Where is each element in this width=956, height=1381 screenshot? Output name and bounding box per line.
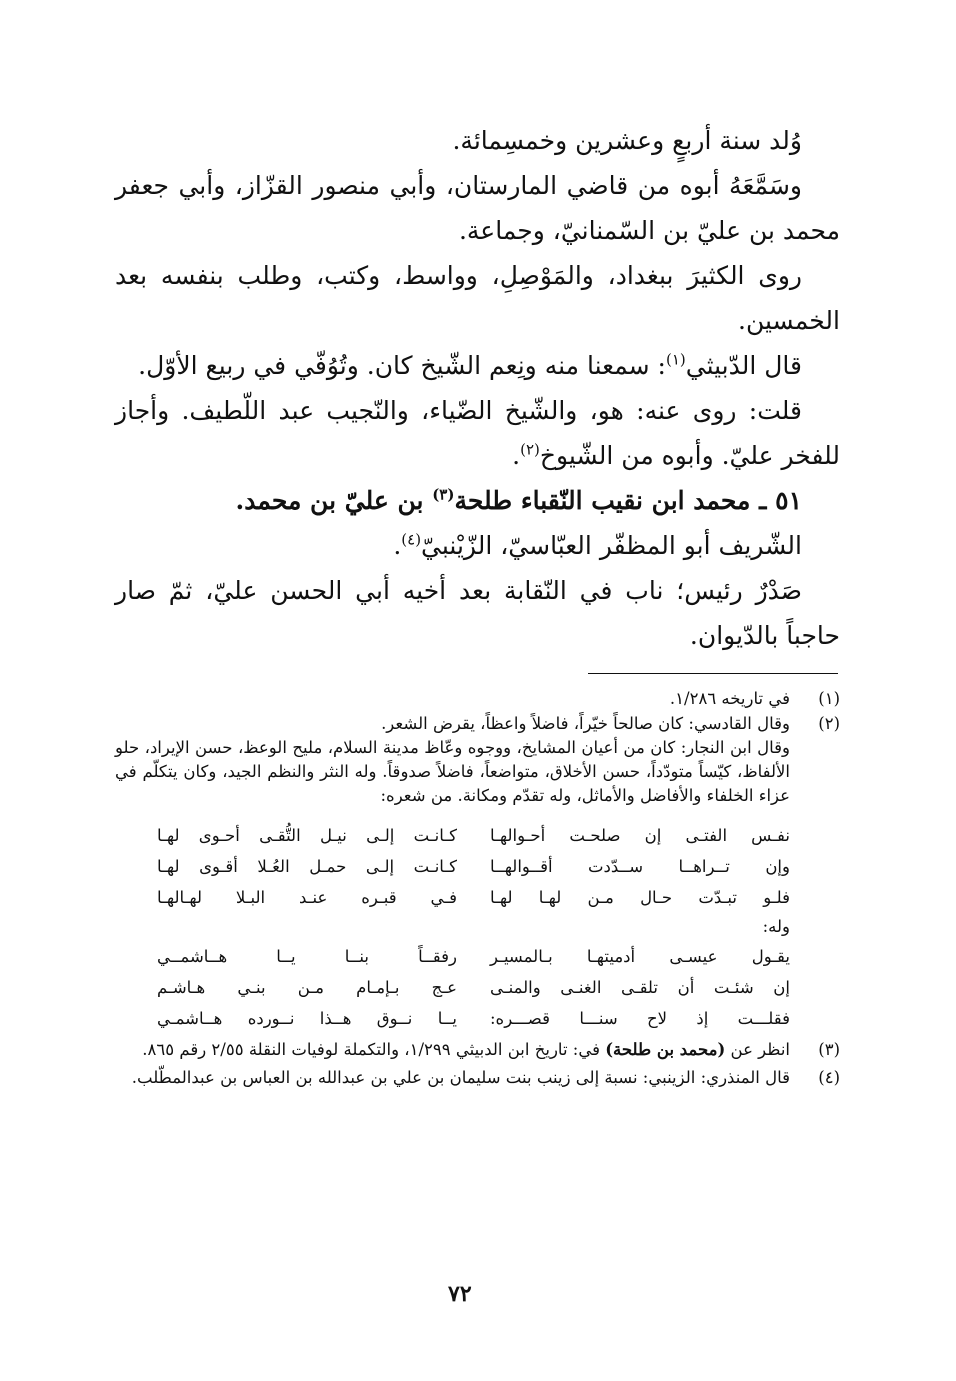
- footnote-ref-2: (٢): [520, 440, 540, 459]
- footnote-text-a: انظر عن: [725, 1040, 790, 1059]
- footnote-text: قال المنذري: الزينبي: نسبة إلى زينب بنت سليمان بن علي بن عبدالله بن العباس بن عبدالمطّلب.: [131, 1068, 790, 1087]
- footnote-number: (٣): [818, 1040, 840, 1059]
- verse-first-hemistich: فقلـــت إذ لاح سنـــا قصـــره:: [490, 1009, 790, 1028]
- dubaythi-text-b: : سمعنا منه ونِعم الشّيخ كان. وتُوُفّي في ربيع الأوّل.: [138, 351, 666, 380]
- verse-first-hemistich: إن شئـت أن تلقـى الغنـى والمنـى: [490, 978, 790, 997]
- entry-heading: [115, 478, 840, 523]
- footnote-3: [115, 1038, 840, 1062]
- footnote-ref-1: (١): [665, 350, 686, 369]
- footnote-separator: [588, 673, 838, 674]
- paragraph-birth: وُلد سنة أربعٍ وعشرين وخمسِمائة.: [452, 126, 802, 155]
- paragraph-office: صَدْرٌ رئيس؛ ناب في النّقابة بعد أخيه أبي الحسن عليّ، ثمّ صار حاجباً بالدّيوان.: [115, 576, 840, 650]
- paragraph-narration: روى الكثيرَ ببغداد، والمَوْصِلِ، وواسط، وكتب، وطلب بنفسه بعد الخمسين.: [115, 261, 840, 335]
- footnote-text: وقال القادسي: كان صالحاً خيّراً، فاضلاً واعظاً، يقرض الشعر.: [381, 714, 790, 733]
- verse-second-hemistich: كـانـت إلـى نيـل التُّقـى أحـوى لهـا: [157, 826, 457, 845]
- dubaythi-text-a: قال الدّبيثي: [685, 351, 802, 380]
- verse-first-hemistich: نفـس الفتـى إن صلحـت أحـوالهـا: [490, 826, 790, 845]
- main-text: [115, 118, 840, 658]
- entry-heading-text-b: بن عليّ بن محمد.: [235, 486, 433, 515]
- verse-second-hemistich: فـي قبـره عنـد البـلا لهـالهـا: [157, 888, 457, 907]
- poem-verse: [115, 851, 840, 882]
- poem-verse: [115, 1003, 840, 1034]
- page-number: ٧٢: [448, 1281, 472, 1307]
- poem-verse: [115, 941, 840, 972]
- footnote-4: [115, 1066, 840, 1090]
- verse-first-hemistich: فلـو تبـدّت حـال مـن لهـا لهـا: [490, 888, 790, 907]
- footnote-1: [115, 687, 840, 711]
- nisba-text-a: الشّريف أبو المظفّر العبّاسيّ، الزّيْنبيّ: [421, 531, 802, 560]
- paragraph-dubaythi: [115, 343, 840, 388]
- poem-block: [115, 820, 840, 1034]
- poem-intro-label: وله:: [762, 917, 790, 936]
- footnote-continuation: وقال ابن النجار: كان من أعيان المشايخ، ووجوه وعّاظ مدينة السلام، مليح الوعظ، حسن الإيراد، حلو الألفاظ، كيّساً متودّداً، حسن الأخلاق، متواضعاً، فاضلاً صدوقاً. وله النثر والنظم الجيد، وكان يتكلّم في عزاء الخلفاء والأفاضل والأماثل، وله تقدّم ومكانة. من شعره:: [115, 738, 790, 805]
- entry-heading-text-a: ٥١ ـ محمد ابن نقيب النّقباء طلحة: [454, 486, 802, 515]
- paragraph-nisba: [115, 523, 840, 568]
- footnote-bold-title: (محمد بن طلحة): [605, 1040, 726, 1059]
- poem-verse: [115, 882, 840, 913]
- author-note-text-a: قلت: روى عنه: هو، والشّيخ الضّياء، والنّجيب عبد اللّطيف. وأجاز للفخر عليّ. وأبوه من الشّيوخ: [115, 396, 840, 470]
- footnote-ref-3: (٣): [432, 485, 455, 504]
- poem-verse: [115, 820, 840, 851]
- poem-verse: [115, 972, 840, 1003]
- footnote-number: (٢): [818, 714, 840, 733]
- nisba-text-b: .: [393, 531, 402, 560]
- footnote-text-b: في: تاريخ ابن الدبيثي ١/٢٩٩، والتكملة لوفيات النقلة ٢/٥٥ رقم ٨٦٥.: [142, 1040, 606, 1059]
- verse-second-hemistich: كـانـت إلـى حمـل العُـلا أقـوى لهـا: [157, 857, 457, 876]
- footnote-2: [115, 712, 840, 808]
- author-note-text-b: .: [512, 441, 521, 470]
- verse-first-hemistich: وإن تــراهــا ســدّدت أقــوالهــا: [490, 857, 790, 876]
- paragraph-author-note: [115, 388, 840, 478]
- footnote-text: في تاريخه ١/٢٨٦.: [669, 689, 790, 708]
- paragraph-teachers: وسَمَّعَهُ أبوه من قاضي المارستان، وأبي منصور القزّاز، وأبي جعفر محمد بن عليّ بن السّمنانيّ، وجماعة.: [115, 171, 840, 245]
- footnote-ref-4: (٤): [401, 530, 422, 549]
- footnotes: [115, 687, 840, 1091]
- verse-second-hemistich: رفقــاً بنــا يــا هــاشمــي: [157, 947, 457, 966]
- verse-second-hemistich: عـج بـإمـام مـن بنـي هـاشـم: [157, 978, 457, 997]
- verse-first-hemistich: يقـول عيسـى أدميتهـا بـالمسيـر: [490, 947, 790, 966]
- footnote-number: (١): [818, 689, 840, 708]
- verse-second-hemistich: يــا نــوق هــذا نــورده هــاشمـي: [157, 1009, 457, 1028]
- footnote-number: (٤): [818, 1068, 840, 1087]
